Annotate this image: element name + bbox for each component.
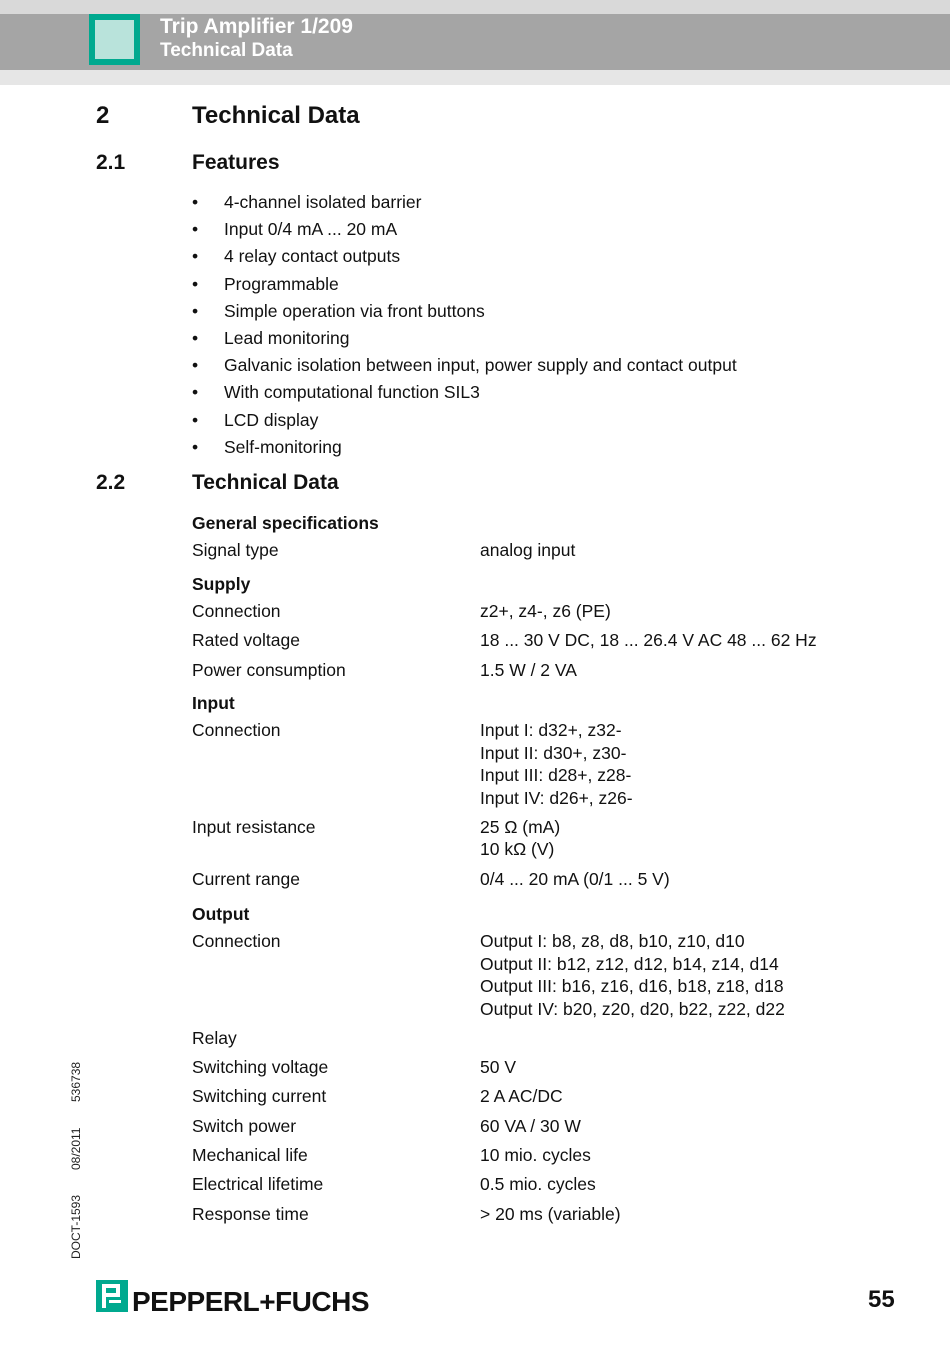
- spec-value: Input III: d28+, z28-: [480, 765, 632, 785]
- spec-value: 10 mio. cycles: [480, 1145, 591, 1165]
- spec-label: Signal type: [192, 540, 279, 560]
- feature-text: Input 0/4 mA ... 20 mA: [224, 219, 398, 240]
- spec-value: 1.5 W / 2 VA: [480, 659, 577, 680]
- techdata-number: 2.2: [96, 471, 126, 494]
- bullet-icon: •: [192, 355, 199, 376]
- spec-label: Rated voltage: [192, 630, 300, 651]
- spec-value: > 20 ms (variable): [480, 1203, 621, 1224]
- brand-name: PEPPERL+FUCHS: [132, 1286, 369, 1317]
- bullet-icon: •: [192, 300, 199, 321]
- feature-text: LCD display: [224, 409, 319, 430]
- header-underline: [0, 70, 950, 85]
- bullet-icon: •: [192, 436, 199, 457]
- bullet-icon: •: [192, 382, 199, 403]
- spec-value: Input II: d30+, z30-: [480, 742, 627, 763]
- features-title: Features: [192, 151, 280, 174]
- spec-label: Relay: [192, 1027, 237, 1048]
- header-band: [0, 14, 950, 70]
- section-title: Technical Data: [192, 102, 360, 129]
- spec-value: z2+, z4-, z6 (PE): [480, 601, 611, 621]
- spec-label: Input resistance: [192, 816, 316, 837]
- spec-value: 25 Ω (mA): [480, 816, 561, 837]
- techdata-title: Technical Data: [192, 471, 339, 494]
- header-title: Trip Amplifier 1/209: [160, 15, 353, 38]
- spec-group-heading: Output: [192, 904, 250, 924]
- spec-value: 50 V: [480, 1057, 516, 1078]
- spec-label: Connection: [192, 601, 281, 621]
- bullet-icon: •: [192, 328, 199, 348]
- header-top-strip: [0, 0, 950, 14]
- spec-value: Output IV: b20, z20, d20, b22, z22, d22: [480, 998, 785, 1019]
- spec-label: Power consumption: [192, 659, 346, 680]
- spec-label: Connection: [192, 720, 281, 740]
- spec-value: Output II: b12, z12, d12, b14, z14, d14: [480, 953, 779, 974]
- bullet-icon: •: [192, 246, 199, 267]
- spec-value: Input IV: d26+, z26-: [480, 787, 633, 808]
- section-number: 2: [96, 102, 110, 129]
- spec-value: 60 VA / 30 W: [480, 1115, 581, 1136]
- spec-value: Output III: b16, z16, d16, b18, z18, d18: [480, 976, 784, 996]
- feature-text: 4-channel isolated barrier: [224, 192, 422, 212]
- bullet-icon: •: [192, 409, 199, 430]
- doc-number: 536738: [69, 1061, 83, 1102]
- spec-value: 0/4 ... 20 mA (0/1 ... 5 V): [480, 868, 670, 889]
- spec-label: Current range: [192, 868, 300, 889]
- spec-group-heading: Supply: [192, 574, 251, 594]
- spec-label: Mechanical life: [192, 1145, 308, 1165]
- bullet-icon: •: [192, 273, 199, 294]
- spec-label: Electrical lifetime: [192, 1174, 324, 1195]
- spec-value: analog input: [480, 540, 576, 560]
- spec-label: Connection: [192, 931, 281, 951]
- spec-label: Switching voltage: [192, 1057, 329, 1078]
- features-number: 2.1: [96, 151, 126, 174]
- spec-value: 0.5 mio. cycles: [480, 1174, 596, 1195]
- feature-text: Lead monitoring: [224, 328, 350, 348]
- doc-id: DOCT-1593: [69, 1194, 83, 1259]
- spec-value: 18 ... 30 V DC, 18 ... 26.4 V AC 48 ... 62 Hz: [480, 630, 817, 651]
- header-subtitle: Technical Data: [160, 40, 293, 61]
- spec-label: Response time: [192, 1203, 309, 1224]
- spec-value: 10 kΩ (V): [480, 839, 555, 860]
- spec-label: Switch power: [192, 1115, 297, 1136]
- spec-value: Input I: d32+, z32-: [480, 720, 622, 740]
- spec-label: Switching current: [192, 1086, 327, 1107]
- feature-text: Self-monitoring: [224, 436, 342, 457]
- feature-text: With computational function SIL3: [224, 382, 480, 403]
- header-square-icon: [89, 14, 140, 65]
- bullet-icon: •: [192, 192, 199, 212]
- feature-text: Galvanic isolation between input, power supply and contact output: [224, 355, 737, 376]
- spec-value: 2 A AC/DC: [480, 1086, 563, 1107]
- doc-date: 08/2011: [69, 1127, 83, 1170]
- spec-group-heading: General specifications: [192, 513, 379, 533]
- feature-text: Programmable: [224, 273, 339, 294]
- feature-text: 4 relay contact outputs: [224, 246, 401, 267]
- feature-text: Simple operation via front buttons: [224, 300, 485, 321]
- bullet-icon: •: [192, 219, 199, 240]
- spec-group-heading: Input: [192, 693, 235, 713]
- page-number: 55: [868, 1286, 895, 1313]
- spec-value: Output I: b8, z8, d8, b10, z10, d10: [480, 931, 745, 951]
- pepperl-fuchs-logo-icon: [96, 1280, 128, 1312]
